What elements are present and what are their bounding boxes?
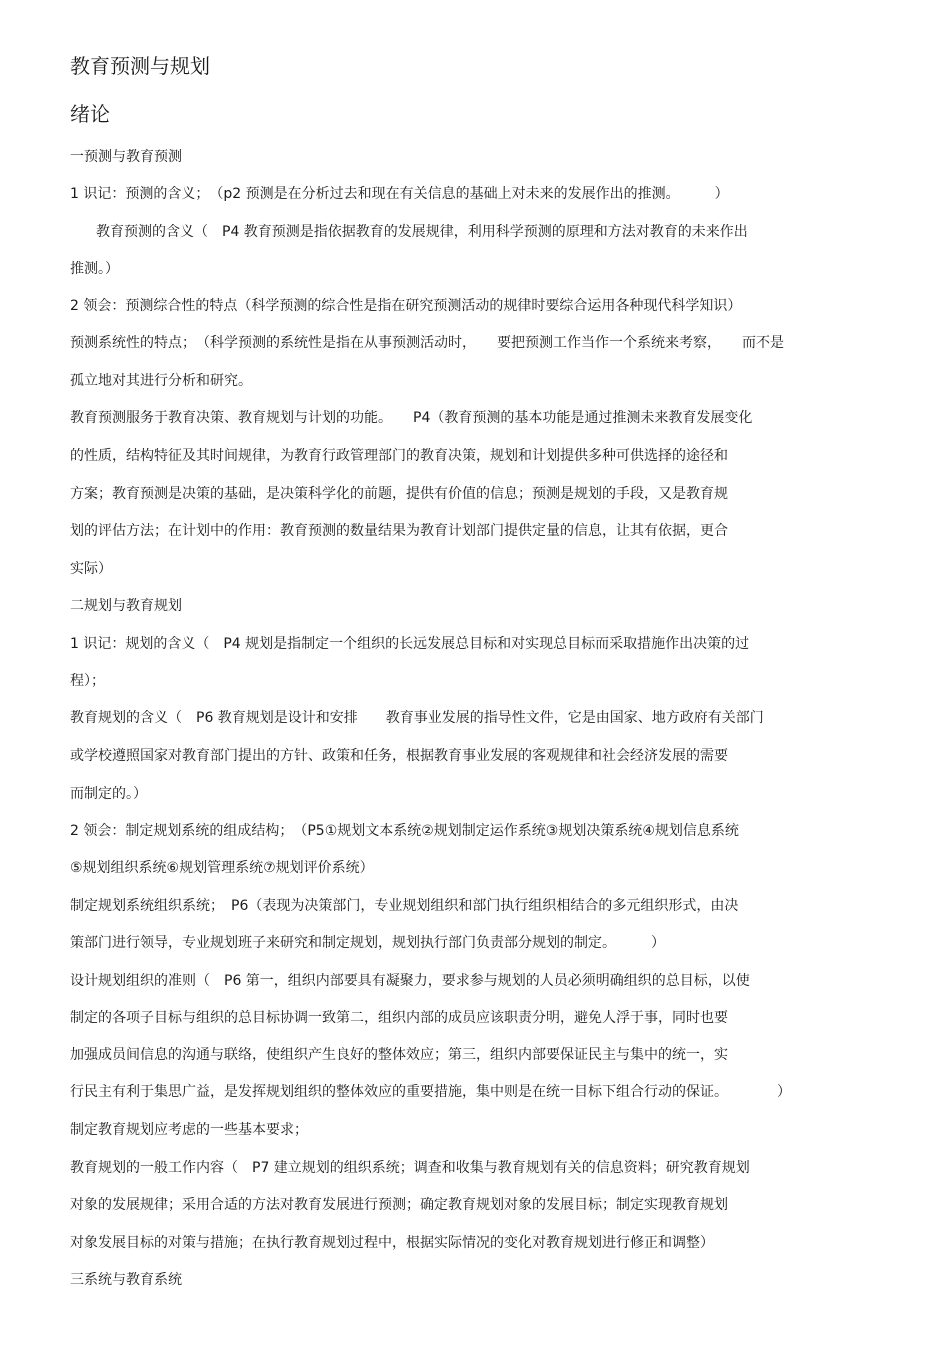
paragraph-line: 或学校遵照国家对教育部门提出的方针、政策和任务，根据教育事业发展的客观规律和社会经济发展的需要 [70, 748, 728, 764]
paragraph-line: 2 领会：预测综合性的特点（科学预测的综合性是指在研究预测活动的规律时要综合运用各种现代科学知识） [70, 298, 742, 314]
paragraph-line: 教育规划的一般工作内容（ P7 建立规划的组织系统；调查和收集与教育规划有关的信息资料；研究教育规划 [70, 1160, 750, 1176]
paragraph-line: 教育规划的含义（ P6 教育规划是设计和安排 教育事业发展的指导性文件，它是由国家、地方政府有关部门 [70, 710, 764, 726]
chapter-title: 绪论 [70, 102, 110, 126]
paragraph-line: 加强成员间信息的沟通与联络，使组织产生良好的整体效应；第三，组织内部要保证民主与集中的统一，实 [70, 1047, 728, 1063]
paragraph-line: 划的评估方法；在计划中的作用：教育预测的数量结果为教育计划部门提供定量的信息，让其有依据，更合 [70, 523, 728, 539]
paragraph-line: 教育预测的含义（ P4 教育预测是指依据教育的发展规律，利用科学预测的原理和方法对教育的未来作出 [96, 224, 748, 240]
paragraph-line: 的性质，结构特征及其时间规律，为教育行政管理部门的教育决策，规划和计划提供多种可供选择的途径和 [70, 448, 728, 464]
section-heading: 三系统与教育系统 [70, 1272, 182, 1288]
paragraph-line: 行民主有利于集思广益，是发挥规划组织的整体效应的重要措施，集中则是在统一目标下组合行动的保证。 ） [70, 1084, 791, 1100]
paragraph-line: 对象发展目标的对策与措施；在执行教育规划过程中，根据实际情况的变化对教育规划进行修正和调整） [70, 1235, 714, 1251]
paragraph-line: 而制定的。） [70, 786, 147, 802]
paragraph-line: 1 识记：预测的含义； （p2 预测是在分析过去和现在有关信息的基础上对未来的发展作出的推测。 ） [70, 186, 729, 202]
paragraph-line: 教育预测服务于教育决策、教育规划与计划的功能。 P4（教育预测的基本功能是通过推测未来教育发展变化 [70, 410, 753, 426]
paragraph-line: 制定规划系统组织系统； P6（表现为决策部门，专业规划组织和部门执行组织相结合的多元组织形式，由决 [70, 898, 739, 914]
document-title: 教育预测与规划 [70, 54, 210, 78]
paragraph-line: 方案；教育预测是决策的基础，是决策科学化的前题，提供有价值的信息；预测是规划的手段，又是教育规 [70, 486, 728, 502]
paragraph-line: 孤立地对其进行分析和研究。 [70, 373, 252, 389]
section-heading: 二规划与教育规划 [70, 598, 182, 614]
paragraph-line: 实际） [70, 561, 112, 577]
paragraph-line: 制定的各项子目标与组织的总目标协调一致第二，组织内部的成员应该职责分明，避免人浮于事，同时也要 [70, 1010, 728, 1026]
paragraph-line: 对象的发展规律；采用合适的方法对教育发展进行预测；确定教育规划对象的发展目标；制定实现教育规划 [70, 1197, 728, 1213]
paragraph-line: 设计规划组织的准则（ P6 第一，组织内部要具有凝聚力，要求参与规划的人员必须明确组织的总目标，以使 [70, 973, 750, 989]
paragraph-line: 制定教育规划应考虑的一些基本要求； [70, 1122, 308, 1138]
paragraph-line: 策部门进行领导，专业规划班子来研究和制定规划，规划执行部门负责部分规划的制定。 ） [70, 935, 665, 951]
paragraph-line: 程）； [70, 673, 105, 689]
paragraph-line: 1 识记：规划的含义（ P4 规划是指制定一个组织的长远发展总目标和对实现总目标而采取措施作出决策的过 [70, 636, 750, 652]
paragraph-line: ⑤规划组织系统⑥规划管理系统⑦规划评价系统） [70, 860, 374, 876]
paragraph-line: 推测。） [70, 261, 119, 277]
paragraph-line: 2 领会：制定规划系统的组成结构； （P5①规划文本系统②规划制定运作系统③规划决策系统④规划信息系统 [70, 823, 739, 839]
section-heading: 一预测与教育预测 [70, 149, 182, 165]
paragraph-line: 预测系统性的特点； （科学预测的系统性是指在从事预测活动时， 要把预测工作当作一个系统来考察， 而不是 [70, 335, 784, 351]
